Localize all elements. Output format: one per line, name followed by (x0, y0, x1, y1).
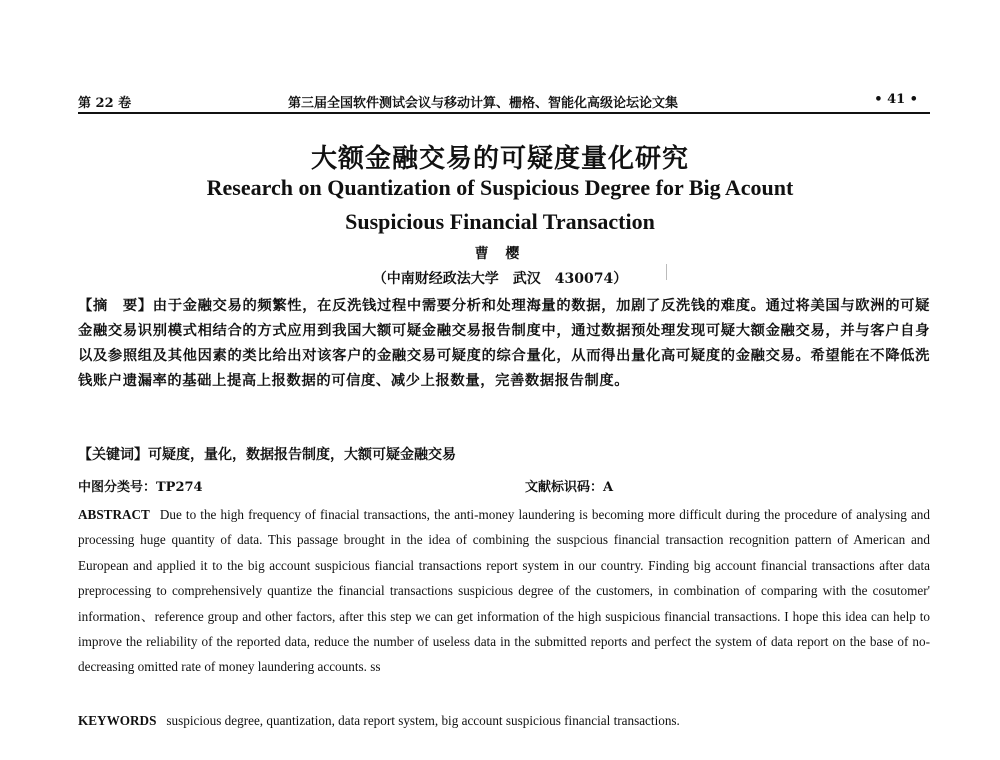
author-name: 曹 樱 (474, 246, 526, 262)
title-english-line2: Suspicious Financial Transaction (345, 209, 655, 234)
author-affiliation: （中南财经政法大学 武汉 430074） (372, 271, 628, 287)
abstract-chinese (78, 294, 930, 394)
scan-mark (666, 264, 667, 280)
volume-label: 第 22 卷 (78, 96, 132, 111)
abstract-english (78, 502, 930, 680)
keywords-chinese-text: 可疑度，量化，数据报告制度，大额可疑金融交易 (148, 447, 456, 463)
keywords-chinese-label: 【关键词】 (78, 447, 148, 463)
clc-number: 中图分类号：TP274 (78, 480, 203, 495)
title-chinese: 大额金融交易的可疑度量化研究 (310, 144, 689, 174)
abstract-english-text: Due to the high frequency of finacial transactions, the anti-money laundering is becoming more difficult during the procedure of analysing and processing huge quantity of data. This passage brought in the idea of combining the suspcious financial transaction recognition pattern of American and European and applied it to the big account suspicious fiancial transactions report system in our country. Finding big account financial transactions after data preprocessing to comprehensively quantize the financial transactions suspicious degree of the customers, in combination of comparing with the cosutomer' information、reference group and other factors, after this step we can get information of the high suspicious financial transactions. I hope this idea can help to improve the reliability of the reported data, reduce the number of useless data in the submitted reports and perfect the system of data report on the base of no-decreasing omitted rate of money laundering accounts. ss (78, 507, 930, 675)
conference-title: 第三届全国软件测试会议与移动计算、栅格、智能化高级论坛论文集 (288, 96, 679, 111)
title-english-line1: Research on Quantization of Suspicious Degree for Big Acount (206, 175, 794, 200)
abstract-chinese-text: 由于金融交易的频繁性，在反洗钱过程中需要分析和处理海量的数据，加剧了反洗钱的难度。通过将美国与欧洲的可疑金融交易识别模式相结合的方式应用到我国大额可疑金融交易报告制度中，通过数据预处理发现可疑大额金融交易，并与客户自身以及参照组及其他因素的类比给出对该客户的金融交易可疑度的综合量化，从而得出量化高可疑度的金融交易。希望能在不降低洗钱账户遗漏率的基础上提高上报数据的可信度、减少上报数量，完善数据报告制度。 (78, 298, 930, 389)
keywords-english-label: KEYWORDS (78, 713, 157, 728)
keywords-chinese (78, 445, 930, 465)
classification-row (78, 476, 930, 496)
keywords-english-text: suspicious degree, quantization, data report system, big account suspicious financial transactions. (166, 713, 680, 728)
page-number: • 41 • (874, 92, 918, 107)
header-rule (78, 112, 930, 114)
document-code: 文献标识码：A (525, 480, 614, 495)
running-header (78, 90, 930, 112)
abstract-chinese-label: 【摘 要】 (78, 298, 153, 314)
keywords-english (78, 711, 930, 731)
abstract-english-label: ABSTRACT (78, 507, 150, 522)
